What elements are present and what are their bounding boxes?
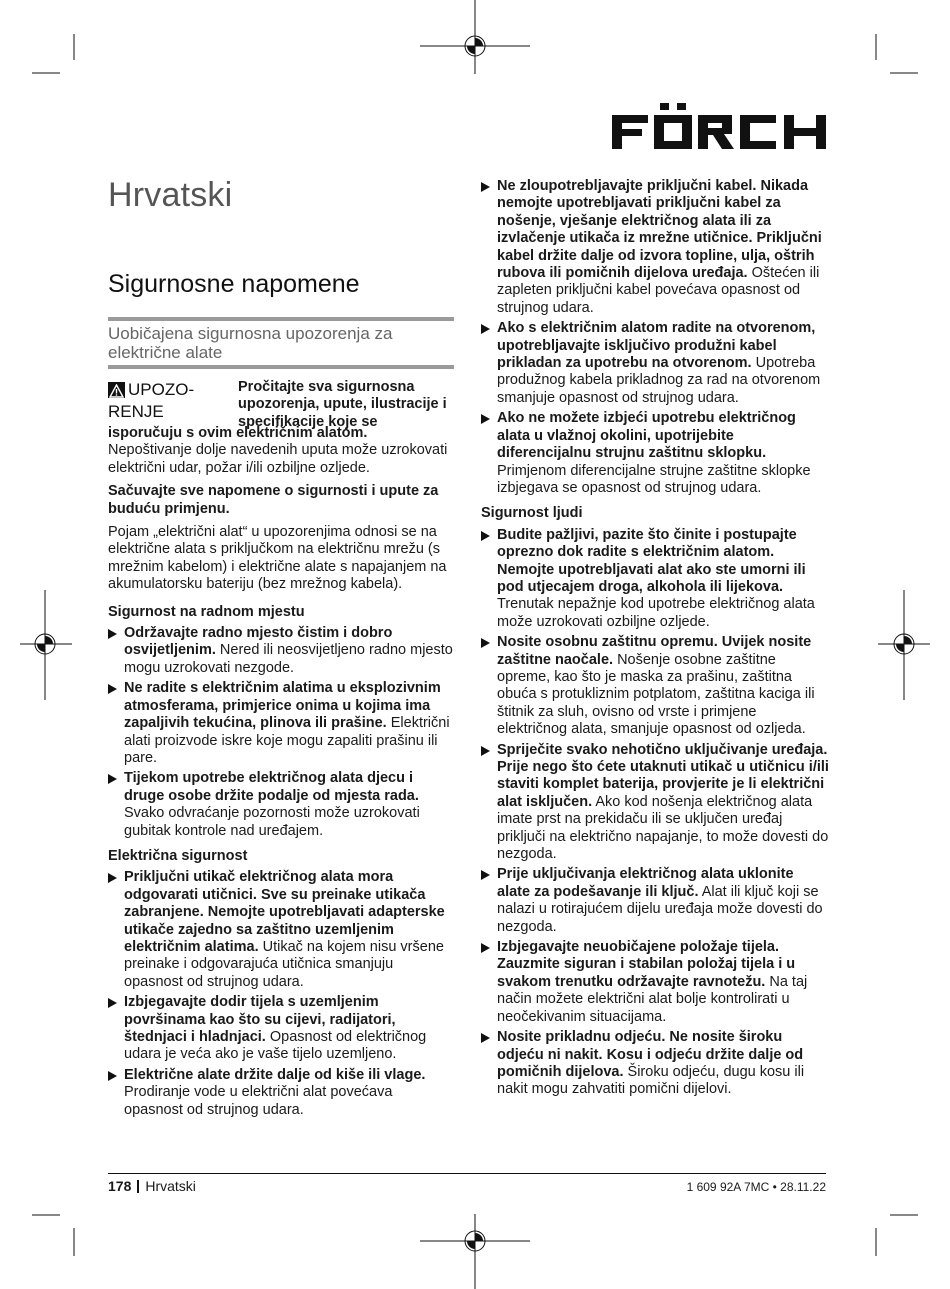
- right-section-title: Sigurnost ljudi: [481, 505, 583, 522]
- workplace-safety-list: [108, 625, 454, 840]
- electrical-safety-list: [108, 869, 454, 1119]
- item-text: Ako kod nošenja električnog alata imate prst na prekidaču ili se uključen uređaj priključi na električno napajanje, to može dovesti do nezgoda.: [497, 793, 829, 863]
- bullet-triangle-icon: [481, 531, 490, 541]
- item-text: Nered ili neosvijetljeno radno mjesto mogu uzrokovati nezgode.: [124, 642, 453, 676]
- bullet-triangle-icon: [481, 638, 490, 648]
- item-text: Upotreba produžnog kabela prikladnog za rad na otvorenom smanjuje opasnost od strujnog udara.: [497, 355, 821, 406]
- bullet-triangle-icon: [108, 629, 117, 639]
- list-item: [108, 625, 454, 677]
- item-text: Trenutak nepažnje kod upotrebe električnog alata može uzrokovati ozbiljne ozljede.: [497, 596, 815, 630]
- warning-bold-text: Pročitajte sva sigurnosna upozorenja, upute, ilustracije i specifikacije koje se: [238, 379, 447, 430]
- right-column: [481, 178, 829, 1102]
- bullet-triangle-icon: [481, 943, 490, 953]
- bullet-triangle-icon: [481, 182, 490, 192]
- item-text: Prodiranje vode u električni alat povećava opasnost od strujnog udara.: [124, 1084, 393, 1118]
- warning-bold-continuation: isporučuju s ovim električnim alatom.: [108, 425, 368, 441]
- list-item: [108, 770, 454, 840]
- subsection-heading: Uobičajena sigurnosna upozorenja za električne alate: [108, 317, 454, 369]
- list-item: [108, 994, 454, 1064]
- list-item: [481, 527, 829, 631]
- item-bold: Izbjegavajte neuobičajene položaje tijela. Zauzmite siguran i stabilan položaj tijela i u svakom trenutku održavajte ravnotežu.: [497, 939, 796, 990]
- item-text: Oštećen ili zapleten priključni kabel povećava opasnost od strujnog udara.: [497, 265, 820, 316]
- item-bold: Izbjegavajte dodir tijela s uzemljenim površinama kao što su cijevi, radijatori, štednjaci i hladnjaci.: [124, 994, 396, 1045]
- list-item: [481, 866, 829, 936]
- item-text: Opasnost od električnog udara je veća ako je vaše tijelo uzemljeno.: [124, 1029, 427, 1063]
- personal-safety-list: [481, 527, 829, 1099]
- footer-document-code: 1 609 92A 7MC • 28.11.22: [686, 1180, 826, 1194]
- bullet-triangle-icon: [108, 684, 117, 694]
- list-item: [481, 1029, 829, 1099]
- left-section-title: Električna sigurnost: [108, 847, 248, 864]
- definition-text: Pojam „električni alat“ u upozorenjima odnosi se na električne alata s priključkom na električnu mrežu (s mrežnim kabelom) i električne alate s napajanjem na akumulatorsku bateriju (bez mrežnog kabela).: [108, 524, 447, 593]
- item-text: Primjenom diferencijalne strujne zaštitne sklopke izbjegava se opasnost od strujnog udara.: [497, 462, 811, 496]
- section-heading: Sigurnosne napomene: [108, 270, 360, 298]
- list-item: [481, 178, 829, 317]
- bullet-triangle-icon: [481, 414, 490, 424]
- item-bold: Održavajte radno mjesto čistim i dobro osvijetljenim.: [124, 625, 393, 659]
- list-item: [481, 410, 829, 497]
- item-text: Na taj način možete električni alat bolje kontrolirati u neočekivanim situacijama.: [497, 973, 808, 1025]
- left-section-title: Sigurnost na radnom mjestu: [108, 603, 305, 620]
- item-text: Utikač na kojem nisu vršene preinake i odgovarajuća utičnica smanjuju opasnost od strujnog udara.: [124, 938, 444, 990]
- list-item: [481, 320, 829, 407]
- bullet-triangle-icon: [481, 870, 490, 880]
- bullet-triangle-icon: [108, 998, 117, 1008]
- item-text: Električni alati proizvode iskre koje mogu zapaliti prašinu ili pare.: [124, 715, 450, 766]
- item-text: Alat ili ključ koji se nalazi u rotirajućem dijelu uređaja može dovesti do nezgoda.: [497, 883, 823, 935]
- item-text: Široku odjeću, dugu kosu ili nakit mogu zahvatiti pomični dijelovi.: [497, 1063, 805, 1098]
- warning-label: [108, 379, 226, 423]
- bullet-triangle-icon: [108, 774, 117, 784]
- footer-left: [108, 1178, 196, 1194]
- warning-box: [108, 379, 454, 430]
- item-bold: Električne alate držite dalje od kiše ili vlage.: [124, 1066, 426, 1083]
- item-text: Nošenje osobne zaštitne opreme, kao što je maska za prašinu, zaštitna obuća s protukliznim potplatom, zaštitna kaciga ili štitnik za sluh, ovisno od vrste i primjene električnog alata, smanjuje opasnost od ozljeda.: [497, 651, 815, 738]
- brand-logo: [612, 103, 826, 151]
- footer-rule: [108, 1173, 826, 1174]
- item-bold: Nosite prikladnu odjeću. Ne nosite široku odjeću ni nakit. Kosu i odjeću držite dalje od pomičnih dijelova.: [497, 1029, 804, 1080]
- list-item: [108, 680, 454, 767]
- item-bold: Ne radite s električnim alatima u eksplozivnim atmosferama, primjerice onima u kojima ima zapaljivih tekućina, plinova ili prašine.: [124, 680, 441, 732]
- warning-triangle-icon: [108, 382, 125, 398]
- warning-label-line1: UPOZO-: [128, 380, 195, 399]
- list-item: [481, 939, 829, 1026]
- bullet-triangle-icon: [108, 1071, 117, 1081]
- warning-normal-text: Nepoštivanje dolje navedenih uputa može uzrokovati električni udar, požar i/ili ozbiljne ozljede.: [108, 442, 448, 476]
- item-bold: Tijekom upotrebe električnog alata djecu i druge osobe držite podalje od mjesta rada.: [124, 770, 419, 804]
- item-bold: Nosite osobnu zaštitnu opremu. Uvijek nosite zaštitne naočale.: [497, 634, 812, 668]
- page-number: 178: [108, 1178, 132, 1194]
- bullet-triangle-icon: [481, 324, 490, 334]
- item-bold: Budite pažljivi, pazite što činite i postupajte oprezno dok radite s električnim alatom. Nemojte upotrebljavati alat ako ste umorni ili pod utjecajem droga, alkohola ili lijekova.: [497, 526, 806, 595]
- bullet-triangle-icon: [481, 746, 490, 756]
- item-text: Svako odvraćanje pozornosti može uzrokovati gubitak kontrole nad uređajem.: [124, 805, 420, 839]
- electrical-safety-list-cont: [481, 178, 829, 497]
- list-item: [108, 869, 454, 991]
- item-bold: Ako ne možete izbjeći upotrebu električnog alata u vlažnoj okolini, upotrijebite diferencijalnu strujnu zaštitnu sklopku.: [497, 410, 796, 462]
- item-bold: Prije uključivanja električnog alata uklonite alate za podešavanje ili ključ.: [497, 866, 794, 900]
- list-item: [108, 1067, 454, 1119]
- item-bold: Priključni utikač električnog alata mora odgovarati utičnici. Sve su preinake utikača zabranjene. Nemojte upotrebljavati adapterske utikače zajedno sa zaštitno uzemljenim električnim alatima.: [124, 869, 445, 955]
- item-bold: Ako s električnim alatom radite na otvorenom, upotrebljavajte isključivo produžni kabel prikladan za upotrebu na otvorenom.: [497, 320, 816, 372]
- item-bold: Spriječite svako nehotično uključivanje uređaja. Prije nego što ćete utaknuti utikač u utičnicu i/ili staviti komplet baterija, provjerite je li električni alat isključen.: [497, 741, 829, 810]
- bullet-triangle-icon: [481, 1033, 490, 1043]
- footer-separator: [137, 1180, 139, 1193]
- save-note: Sačuvajte sve napomene o sigurnosti i upute za buduću primjenu.: [108, 483, 439, 517]
- language-heading: Hrvatski: [108, 176, 233, 214]
- item-bold: Ne zloupotrebljavajte priključni kabel. Nikada nemojte upotrebljavati priključni kabel za nošenje, vješanje električnog alata ili za izvlačenje utikača iz mrežne utičnice. Priključni kabel držite dalje od izvora topline, ulja, oštrih rubova ili pomičnih dijelova uređaja.: [497, 178, 822, 282]
- left-column: [108, 317, 454, 1122]
- list-item: [481, 742, 829, 864]
- warning-label-line2: RENJE: [108, 402, 164, 421]
- bullet-triangle-icon: [108, 873, 117, 883]
- footer-language: Hrvatski: [145, 1178, 196, 1194]
- list-item: [481, 634, 829, 738]
